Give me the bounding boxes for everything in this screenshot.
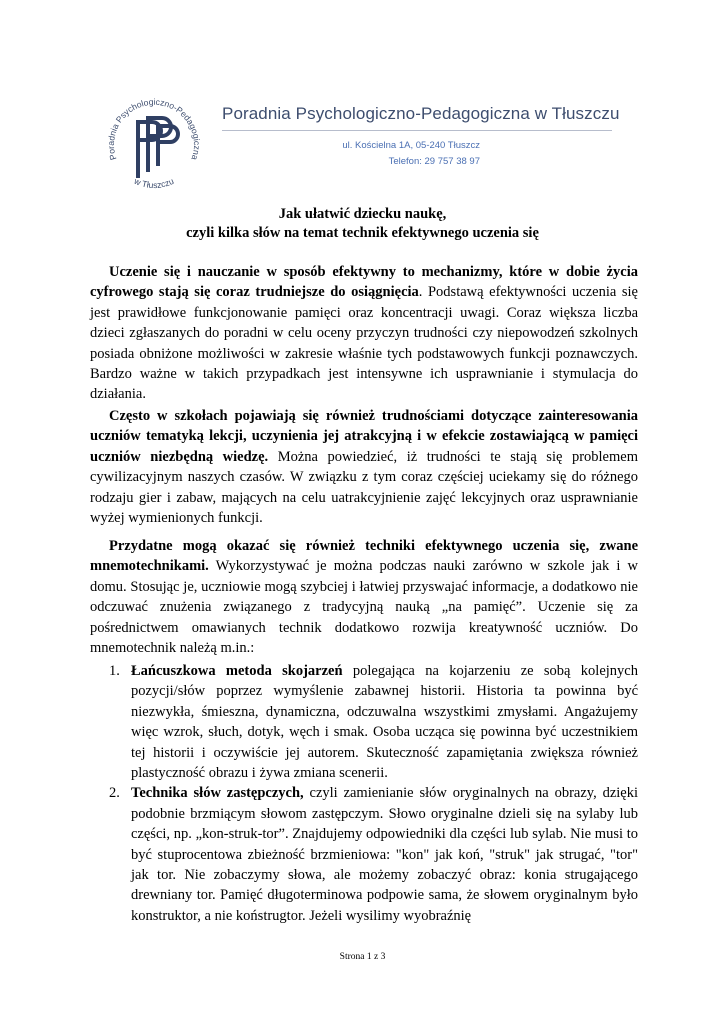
paragraph-2-bold: Często w szkołach pojawiają się również trudnościami dotyczące zainteresowania uczniów tematyką lekcji, uczynienia jej atrakcyjną i w efekcie zostawiającą w pamięci uczniów niezbędną wiedzę. xyxy=(90,408,638,465)
list-item-title: Łańcuszkowa metoda skojarzeń xyxy=(131,663,343,679)
logo-ppp-mark xyxy=(138,118,178,176)
list-item-number: 1. xyxy=(109,663,120,679)
list-item xyxy=(90,783,638,926)
organization-name: Poradnia Psychologiczno-Pedagogiczna w Tłuszczu xyxy=(222,104,620,123)
organization-phone: Telefon: 29 757 38 97 xyxy=(388,156,480,167)
paragraph-1-text: . Podstawą efektywności uczenia się jest prawidłowe funkcjonowanie pamięci oraz koncentracji uwagi. Coraz większa liczba dzieci zgłaszanych do poradni w celu oceny przyczyn trudności czy niepowodzeń szkolnych posiada obniżone możliwości w zakresie właśnie tych podstawowych funkcji poznawczych. Bardzo ważne w takich przypadkach jest intensywne ich usprawnianie i stymulacja do działania. xyxy=(90,284,638,403)
list-item xyxy=(90,661,638,783)
paragraph-2 xyxy=(90,406,638,528)
paragraph-1 xyxy=(90,262,638,405)
paragraph-3 xyxy=(90,536,638,658)
page-number: Strona 1 z 3 xyxy=(339,952,386,962)
svg-text:Poradnia Psychologiczno-Pedago xyxy=(106,97,202,162)
header-divider xyxy=(222,130,612,131)
logo-bottom-text: w Tłuszczu xyxy=(132,175,176,191)
list-item-text: czyli zamienianie słów oryginalnych na obrazy, dzięki podobnie brzmiącym słowom zastępczym. Słowo oryginalne dzieli się na sylaby lub części, np. „kon-struk-tor”. Znajdujemy odpowiedniki dla części lub sylab. Nie musi to być stuprocentowa zbieżność brzmieniowa: "kon" jak koń, "struk" jak strugać, "tor" jak tor. Nie zobaczymy słowa, ale możemy zobaczyć obraz: konia strugającego drewniany tor. Pamięć długoterminowa podpowie sama, że słowem oryginalnym było konstruktor, a nie koństrugtor. Jeżeli wysilimy wyobraźnię xyxy=(131,785,639,924)
document-title-line2: czyli kilka słów na temat technik efektywnego uczenia się xyxy=(186,225,539,241)
paragraph-3-bold: Przydatne mogą okazać się również techniki efektywnego uczenia się, zwane mnemotechnikami. xyxy=(90,538,638,575)
organization-address: ul. Kościelna 1A, 05-240 Tłuszcz xyxy=(342,140,480,151)
paragraph-2-text: Można powiedzieć, iż trudności te stają się problemem cywilizacyjnym naszych czasów. W związku z tym coraz częściej uciekamy się do różnego rodzaju gier i zabaw, mających na celu uatrakcyjnienie zajęć lekcyjnych oraz usprawnianie wyżej wymienionych funkcji. xyxy=(90,448,638,527)
logo-arc-text: Poradnia Psychologiczno-Pedagogiczna xyxy=(105,96,203,162)
list-item-number: 2. xyxy=(109,785,120,802)
mnemonics-list xyxy=(90,661,638,926)
document-title-line1: Jak ułatwić dziecku naukę, xyxy=(278,206,447,222)
paragraph-3-text: Wykorzystywać je można podczas nauki zarówno w szkole jak i w domu. Stosując je, uczniowie mogą szybciej i łatwiej przyswajać informacje, a dodatkowo nie odczuwać znużenia związanego z tradycyjną nauką „na pamięć”. Uczenie się za pośrednictwem omawianych technik dodatkowo rozwija kreatywność uczniów. Do mnemotechnik należą m.in.: xyxy=(90,558,638,657)
poradnia-logo xyxy=(98,86,210,198)
list-item-title: Technika słów zastępczych, xyxy=(131,785,304,802)
paragraph-1-bold: Uczenie się i nauczanie w sposób efektywny to mechanizmy, które w dobie życia cyfrowego stają się coraz trudniejsze do osiągnięcia xyxy=(90,264,638,301)
list-item-text: polegająca na kojarzeniu ze sobą kolejnych pozycji/słów poprzez wymyślenie zabawnej historii. Historia ta powinna być niezwykła, śmieszna, dynamiczna, odczuwalna wszystkimi zmysłami. Angażujemy więc wzrok, słuch, dotyk, węch i smak. Osoba ucząca się powinna być uczestnikiem tej historii i oczywiście jej autorem. Skuteczność zapamiętania zwiększa również plastyczność obrazu i żywa zmiana scenerii. xyxy=(131,663,638,782)
